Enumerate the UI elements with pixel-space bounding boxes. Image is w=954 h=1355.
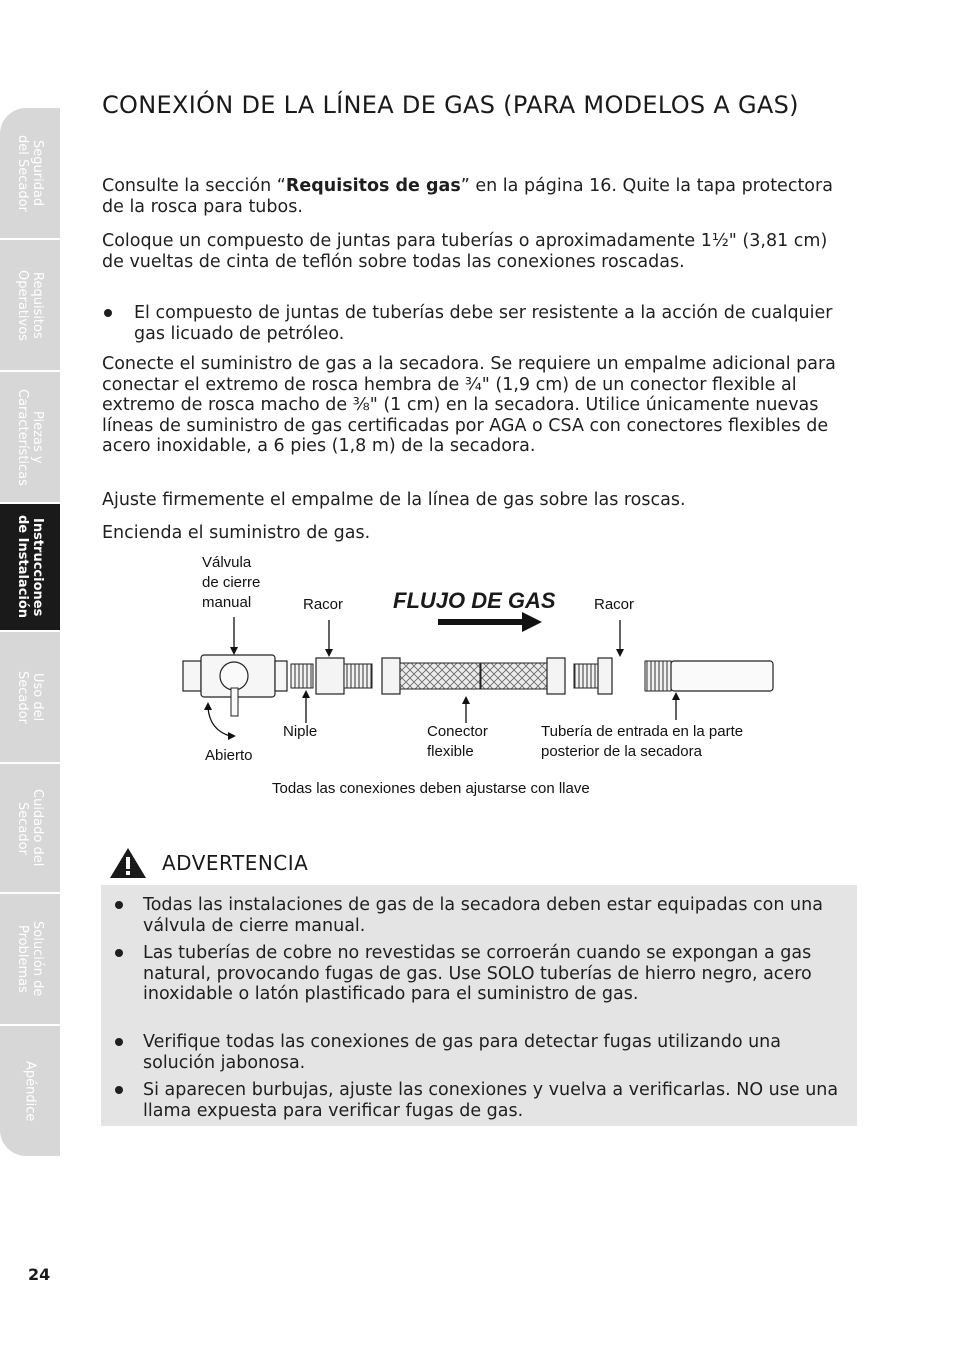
racor-right-label: Racor bbox=[594, 596, 635, 613]
warning-triangle-icon bbox=[108, 846, 148, 880]
warning-box bbox=[101, 885, 857, 1126]
inlet-pipe-label: Tubería de entrada en la parte posterior de la secadora bbox=[541, 723, 744, 760]
niple-shape bbox=[291, 664, 313, 688]
warning-title: ADVERTENCIA bbox=[162, 851, 309, 875]
warning-item-text: Si aparecen burbujas, ajuste las conexiones y vuelva a verificarlas. NO use una llama expuesta para verificar fugas de gas. bbox=[143, 1080, 839, 1121]
compound-bullet bbox=[102, 303, 847, 344]
flow-label: FLUJO DE GAS bbox=[393, 588, 556, 613]
tab-label: Requisitos Operativos bbox=[15, 269, 45, 341]
tab-requisitos-operativos[interactable] bbox=[0, 240, 60, 372]
diagram-caption: Todas las conexiones deben ajustarse con llave bbox=[272, 780, 590, 797]
warning-header bbox=[108, 843, 308, 883]
tab-seguridad-del-secador[interactable] bbox=[0, 108, 60, 240]
racor-right-thread-shape bbox=[574, 664, 598, 688]
tab-cuidado-del-secador[interactable] bbox=[0, 764, 60, 894]
racor-left-shape bbox=[316, 658, 344, 694]
tab-solucion-de-problemas[interactable] bbox=[0, 894, 60, 1026]
turn-on-paragraph: Encienda el suministro de gas. bbox=[102, 523, 371, 543]
warning-item bbox=[113, 943, 848, 1005]
tab-piezas-y-caracteristicas[interactable] bbox=[0, 372, 60, 504]
tab-label: Piezas y Características bbox=[15, 388, 45, 486]
page-number: 24 bbox=[28, 1265, 51, 1284]
racor-left-label: Racor bbox=[303, 596, 344, 613]
inlet-pipe-thread-shape bbox=[645, 661, 671, 691]
intro-text-before: Consulte la sección “ bbox=[102, 176, 286, 196]
tab-label: Uso del Secador bbox=[15, 670, 45, 724]
valve-label: Válvula de cierre manual bbox=[202, 554, 261, 611]
warning-item bbox=[113, 1080, 848, 1121]
flow-arrow-icon bbox=[438, 612, 542, 632]
tab-label: Solución de Problemas bbox=[15, 921, 45, 997]
tab-label: Cuidado del Secador bbox=[15, 789, 45, 867]
flexible-connector-label: Conector flexible bbox=[427, 723, 488, 760]
open-label: Abierto bbox=[205, 747, 253, 764]
warning-item-text: Las tuberías de cobre no revestidas se corroerán cuando se expongan a gas natural, provocando fugas de gas. Use SOLO tuberías de hierro negro, acero inoxidable o latón plastificado para el suministro de gas. bbox=[143, 943, 812, 1004]
tab-label: Apéndice bbox=[22, 1060, 38, 1122]
warning-item-text: Verifique todas las conexiones de gas para detectar fugas utilizando una solución jabonosa. bbox=[143, 1032, 781, 1073]
connect-paragraph: Conecte el suministro de gas a la secadora. Se requiere un empalme adicional para conectar el extremo de rosca hembra de ¾" (1,9 cm) de un conector flexible al extremo de rosca macho de ⅜" (1 cm) en la secadora. Utilice únicamente nuevas líneas de suministro de gas certificadas por AGA o CSA con conectores flexibles de acero inoxidable, a 6 pies (1,8 m) de la secadora. bbox=[102, 354, 836, 456]
tighten-paragraph: Ajuste firmemente el empalme de la línea de gas sobre las roscas. bbox=[102, 490, 686, 510]
warning-item bbox=[113, 895, 848, 936]
intro-paragraph bbox=[102, 176, 847, 217]
page-title: CONEXIÓN DE LA LÍNEA DE GAS (PARA MODELOS A GAS) bbox=[102, 91, 799, 119]
gas-connection-diagram bbox=[170, 550, 810, 805]
tab-label: Instrucciones de Instalación bbox=[15, 515, 45, 619]
tab-label: Seguridad del Secador bbox=[15, 134, 45, 212]
bullet-text: El compuesto de juntas de tuberías debe ser resistente a la acción de cualquier gas licuado de petróleo. bbox=[134, 303, 833, 344]
warning-item-text: Todas las instalaciones de gas de la secadora deben estar equipadas con una válvula de cierre manual. bbox=[143, 895, 823, 936]
valve-shape bbox=[183, 655, 287, 716]
flexible-connector-shape bbox=[382, 658, 565, 694]
side-tab-nav bbox=[0, 108, 60, 1156]
tab-instrucciones-de-instalacion[interactable] bbox=[0, 504, 60, 632]
niple-label: Niple bbox=[283, 723, 318, 740]
tab-uso-del-secador[interactable] bbox=[0, 632, 60, 764]
tab-apendice[interactable] bbox=[0, 1026, 60, 1156]
compound-paragraph: Coloque un compuesto de juntas para tuberías o aproximadamente 1½" (3,81 cm) de vueltas de cinta de teflón sobre todas las conexiones roscadas. bbox=[102, 231, 828, 272]
intro-bold-link-text: Requisitos de gas bbox=[285, 176, 461, 196]
warning-item bbox=[113, 1032, 848, 1073]
intro-text-after: ” en la página 16. Quite la tapa protectora de la rosca para tubos. bbox=[102, 176, 833, 217]
racor-right-shape bbox=[598, 658, 612, 694]
inlet-pipe-shape bbox=[671, 661, 773, 691]
